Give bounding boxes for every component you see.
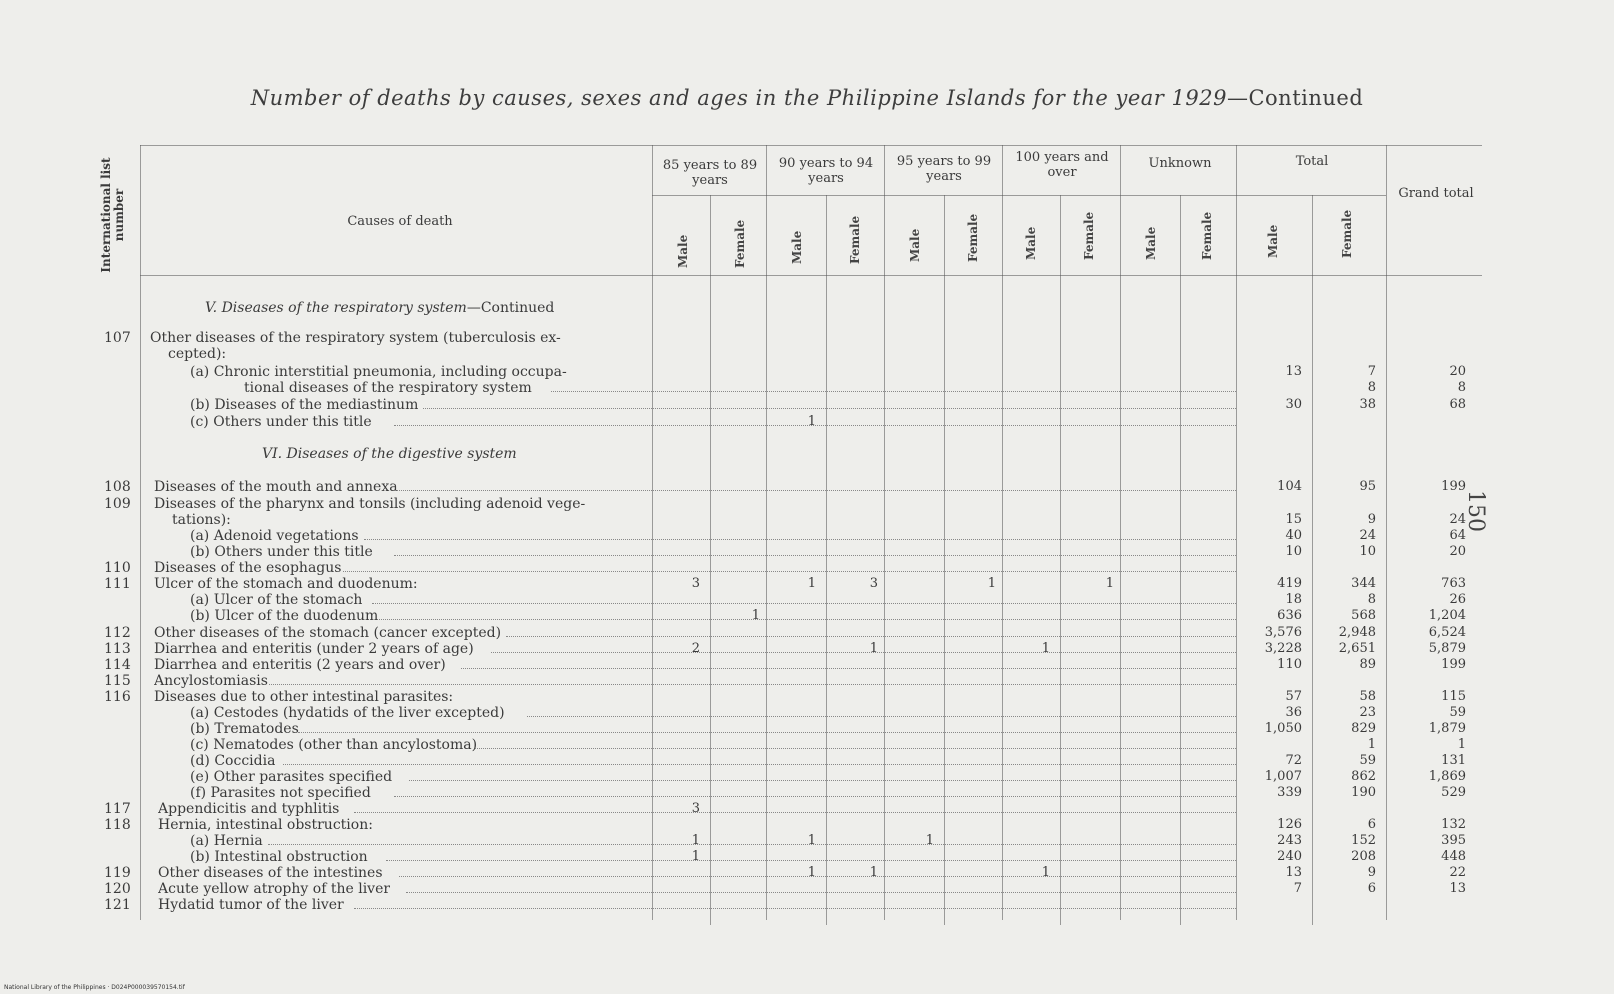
row-list-number: 115	[104, 673, 131, 689]
cell-value: 1,204	[1428, 608, 1466, 623]
cell-value: 3,576	[1264, 625, 1302, 640]
dot-leader	[364, 528, 1236, 540]
cell-value: 1	[807, 576, 816, 591]
row-list-number: 118	[104, 817, 131, 833]
cell-value: 419	[1277, 576, 1302, 591]
table-row	[0, 721, 1614, 737]
dot-leader	[461, 657, 1236, 669]
row-cause: tional diseases of the respiratory system	[244, 380, 532, 396]
cell-value: 22	[1449, 865, 1466, 880]
table-row	[0, 641, 1614, 657]
row-cause: (c) Nematodes (other than ancylostoma)	[190, 737, 478, 753]
row-cause: Diseases of the mouth and annexa	[154, 479, 398, 495]
sex-header-male: Male	[1144, 226, 1158, 260]
cell-value: 40	[1285, 528, 1302, 543]
row-list-number: 114	[104, 657, 131, 673]
cell-value: 20	[1449, 544, 1466, 559]
cell-value: 15	[1285, 512, 1302, 527]
cell-value: 1	[691, 833, 700, 848]
sex-header-female: Female	[966, 213, 980, 262]
cell-value: 5,879	[1428, 641, 1466, 656]
dot-leader	[506, 625, 1236, 637]
row-cause: (b) Diseases of the mediastinum	[190, 397, 419, 413]
sex-header-female: Female	[1082, 211, 1096, 260]
table-row	[0, 657, 1614, 673]
grand-total-header: Grand total	[1398, 186, 1474, 201]
table-row	[0, 346, 1614, 362]
dot-leader	[343, 560, 1236, 572]
row-cause: Acute yellow atrophy of the liver	[158, 881, 391, 897]
dot-leader	[269, 673, 1236, 685]
cell-value: 1	[807, 414, 816, 429]
dot-leader	[423, 397, 1236, 409]
cell-value: 1,879	[1428, 721, 1466, 736]
cell-value: 3	[869, 576, 878, 591]
cell-value: 1	[807, 833, 816, 848]
cell-value: 7	[1367, 364, 1376, 379]
row-list-number: 121	[104, 897, 131, 913]
dot-leader	[372, 592, 1236, 604]
row-cause: (b) Ulcer of the duodenum	[190, 608, 379, 624]
footer-caption: National Library of the Philippines · D024P000039570154.tif	[4, 984, 185, 991]
cell-value: 8	[1457, 380, 1466, 395]
row-cause: Ancylostomiasis	[154, 673, 268, 689]
table-row	[0, 881, 1614, 897]
cell-value: 126	[1277, 817, 1302, 832]
table-row	[0, 560, 1614, 576]
age-header-100: 100 years and over	[1015, 150, 1109, 180]
cell-value: 208	[1351, 849, 1376, 864]
table-row	[0, 364, 1614, 380]
row-cause: Other diseases of the stomach (cancer excepted)	[154, 625, 502, 641]
table-row	[0, 496, 1614, 512]
table-row	[0, 737, 1614, 753]
cell-value: 1,869	[1428, 769, 1466, 784]
row-cause: Diseases due to other intestinal parasites:	[154, 689, 454, 705]
row-cause: Other diseases of the respiratory system (tuberculosis ex-	[150, 330, 561, 346]
cell-value: 7	[1293, 881, 1302, 896]
sex-header-male: Male	[1266, 224, 1280, 258]
cell-value: 1,007	[1264, 769, 1302, 784]
sex-header-female: Female	[1200, 211, 1214, 260]
table-row	[0, 769, 1614, 785]
cell-value: 1	[925, 833, 934, 848]
cell-value: 38	[1359, 397, 1376, 412]
row-list-number: 110	[104, 560, 131, 576]
table-row	[0, 753, 1614, 769]
dot-leader	[394, 785, 1236, 797]
row-list-number: 109	[104, 496, 131, 512]
sex-header-male: Male	[908, 228, 922, 262]
row-cause: (a) Chronic interstitial pneumonia, including occupa-	[190, 364, 567, 380]
cell-value: 243	[1277, 833, 1302, 848]
row-cause: (a) Hernia	[190, 833, 263, 849]
dot-leader	[268, 833, 1236, 845]
dot-leader	[283, 753, 1236, 765]
table-row	[0, 817, 1614, 833]
dot-leader	[354, 801, 1236, 813]
row-cause: (b) Trematodes	[190, 721, 299, 737]
section-continued: —Continued	[466, 300, 555, 316]
sex-header-male: Male	[1024, 226, 1038, 260]
table-row	[0, 576, 1614, 592]
table-row	[0, 801, 1614, 817]
cell-value: 20	[1449, 364, 1466, 379]
sex-header-male: Male	[676, 234, 690, 268]
table-row	[0, 397, 1614, 413]
dot-leader	[395, 479, 1236, 491]
row-list-number: 112	[104, 625, 131, 641]
cell-value: 240	[1277, 849, 1302, 864]
cell-value: 339	[1277, 785, 1302, 800]
title-text: Number of deaths by causes, sexes and ages in the Philippine Islands for the year 1929	[250, 86, 1227, 110]
cell-value: 344	[1351, 576, 1376, 591]
cell-value: 110	[1277, 657, 1302, 672]
cell-value: 8	[1367, 592, 1376, 607]
cell-value: 10	[1359, 544, 1376, 559]
cell-value: 6	[1367, 817, 1376, 832]
cell-value: 89	[1359, 657, 1376, 672]
cell-value: 3,228	[1264, 641, 1302, 656]
cell-value: 1	[691, 849, 700, 864]
row-cause: (b) Intestinal obstruction	[190, 849, 368, 865]
cell-value: 24	[1449, 512, 1466, 527]
cell-value: 1	[1041, 641, 1050, 656]
cell-value: 95	[1359, 479, 1376, 494]
row-list-number: 120	[104, 881, 131, 897]
table-row	[0, 705, 1614, 721]
cell-value: 1	[1041, 865, 1050, 880]
cell-value: 57	[1285, 689, 1302, 704]
row-cause: Hernia, intestinal obstruction:	[158, 817, 373, 833]
table-row	[0, 528, 1614, 544]
cell-value: 104	[1277, 479, 1302, 494]
table-row	[0, 865, 1614, 881]
grid-line	[140, 145, 1482, 146]
cell-value: 529	[1441, 785, 1466, 800]
intl-list-header: International list number	[99, 157, 126, 273]
table-row	[0, 673, 1614, 689]
cell-value: 3	[691, 576, 700, 591]
cell-value: 190	[1351, 785, 1376, 800]
dot-leader	[298, 721, 1236, 733]
row-cause: (e) Other parasites specified	[190, 769, 393, 785]
row-list-number: 116	[104, 689, 131, 705]
row-cause: cepted):	[168, 346, 227, 362]
cell-value: 13	[1285, 364, 1302, 379]
cell-value: 72	[1285, 753, 1302, 768]
sex-header-male: Male	[790, 230, 804, 264]
age-header-85: 85 years to 89 years	[662, 158, 758, 188]
sex-header-female: Female	[848, 215, 862, 264]
row-cause: tations):	[172, 512, 231, 528]
cell-value: 24	[1359, 528, 1376, 543]
cell-value: 862	[1351, 769, 1376, 784]
section-title: V. Diseases of the respiratory system	[205, 300, 467, 316]
cell-value: 448	[1441, 849, 1466, 864]
cell-value: 64	[1449, 528, 1466, 543]
sex-header-female: Female	[1340, 209, 1354, 258]
cell-value: 636	[1277, 608, 1302, 623]
dot-leader	[386, 849, 1236, 861]
cell-value: 763	[1441, 576, 1466, 591]
cell-value: 199	[1441, 479, 1466, 494]
table-row	[0, 512, 1614, 528]
cell-value: 1	[1457, 737, 1466, 752]
grid-line	[140, 275, 1482, 276]
row-cause: Hydatid tumor of the liver	[158, 897, 344, 913]
table-row	[0, 414, 1614, 430]
cell-value: 1	[807, 865, 816, 880]
row-cause: (f) Parasites not specified	[190, 785, 371, 801]
causes-header: Causes of death	[347, 214, 453, 229]
row-cause: (a) Ulcer of the stomach	[190, 592, 363, 608]
cell-value: 9	[1367, 512, 1376, 527]
age-header-90: 90 years to 94 years	[778, 156, 874, 186]
row-cause: Diseases of the pharynx and tonsils (including adenoid vege-	[154, 496, 586, 512]
row-list-number: 113	[104, 641, 131, 657]
dot-leader	[354, 897, 1236, 909]
table-row	[0, 608, 1614, 624]
cell-value: 115	[1441, 689, 1466, 704]
table-row	[0, 544, 1614, 560]
table-row	[0, 380, 1614, 396]
dot-leader	[409, 769, 1236, 781]
dot-leader	[527, 705, 1236, 717]
table-row	[0, 897, 1614, 913]
cell-value: 6	[1367, 881, 1376, 896]
table-row	[0, 689, 1614, 705]
cell-value: 131	[1441, 753, 1466, 768]
cell-value: 8	[1367, 380, 1376, 395]
row-cause: Diarrhea and enteritis (2 years and over)	[154, 657, 446, 673]
row-cause: Diseases of the esophagus	[154, 560, 342, 576]
dot-leader	[475, 737, 1236, 749]
age-header-total: Total	[1295, 154, 1329, 169]
cell-value: 829	[1351, 721, 1376, 736]
age-header-unknown: Unknown	[1148, 156, 1212, 171]
cell-value: 1	[869, 865, 878, 880]
row-cause: (c) Others under this title	[190, 414, 372, 430]
cell-value: 26	[1449, 592, 1466, 607]
cell-value: 13	[1285, 865, 1302, 880]
row-cause: (d) Coccidia	[190, 753, 276, 769]
cell-value: 23	[1359, 705, 1376, 720]
cell-value: 2	[691, 641, 700, 656]
page-title	[0, 86, 1614, 110]
cell-value: 132	[1441, 817, 1466, 832]
dot-leader	[551, 380, 1236, 392]
section-heading-digestive: VI. Diseases of the digestive system	[262, 446, 517, 462]
cell-value: 199	[1441, 657, 1466, 672]
table-row	[0, 849, 1614, 865]
cell-value: 59	[1359, 753, 1376, 768]
dot-leader	[406, 881, 1236, 893]
row-cause: Appendicitis and typhlitis	[158, 801, 340, 817]
table-row	[0, 625, 1614, 641]
age-header-95: 95 years to 99 years	[896, 154, 992, 184]
row-cause: (a) Adenoid vegetations	[190, 528, 359, 544]
cell-value: 2,948	[1338, 625, 1376, 640]
grid-line	[652, 195, 1386, 196]
dot-leader	[379, 608, 1236, 620]
cell-value: 18	[1285, 592, 1302, 607]
cell-value: 2,651	[1338, 641, 1376, 656]
cell-value: 1,050	[1264, 721, 1302, 736]
cell-value: 1	[1367, 737, 1376, 752]
cell-value: 395	[1441, 833, 1466, 848]
table-row	[0, 592, 1614, 608]
row-list-number: 107	[104, 330, 131, 346]
row-cause: Diarrhea and enteritis (under 2 years of age)	[154, 641, 474, 657]
cell-value: 59	[1449, 705, 1466, 720]
cell-value: 1	[987, 576, 996, 591]
cell-value: 568	[1351, 608, 1376, 623]
row-cause: (b) Others under this title	[190, 544, 373, 560]
cell-value: 1	[751, 608, 760, 623]
cell-value: 6,524	[1428, 625, 1466, 640]
sex-header-female: Female	[733, 219, 747, 268]
row-cause: (a) Cestodes (hydatids of the liver excepted)	[190, 705, 505, 721]
dot-leader	[394, 544, 1236, 556]
cell-value: 3	[691, 801, 700, 816]
cell-value: 68	[1449, 397, 1466, 412]
cell-value: 9	[1367, 865, 1376, 880]
row-cause: Ulcer of the stomach and duodenum:	[154, 576, 418, 592]
cell-value: 13	[1449, 881, 1466, 896]
row-list-number: 108	[104, 479, 131, 495]
cell-value: 1	[869, 641, 878, 656]
cell-value: 58	[1359, 689, 1376, 704]
page-number: 150	[1463, 490, 1488, 532]
table-row	[0, 330, 1614, 346]
row-cause: Other diseases of the intestines	[158, 865, 383, 881]
cell-value: 36	[1285, 705, 1302, 720]
section-heading-respiratory	[205, 300, 554, 316]
table-row	[0, 833, 1614, 849]
row-list-number: 117	[104, 801, 131, 817]
cell-value: 30	[1285, 397, 1302, 412]
row-list-number: 111	[104, 576, 131, 592]
row-list-number: 119	[104, 865, 131, 881]
cell-value: 152	[1351, 833, 1376, 848]
cell-value: 1	[1105, 576, 1114, 591]
title-suffix: —Continued	[1226, 86, 1364, 110]
table-row	[0, 785, 1614, 801]
table-row	[0, 479, 1614, 495]
cell-value: 10	[1285, 544, 1302, 559]
